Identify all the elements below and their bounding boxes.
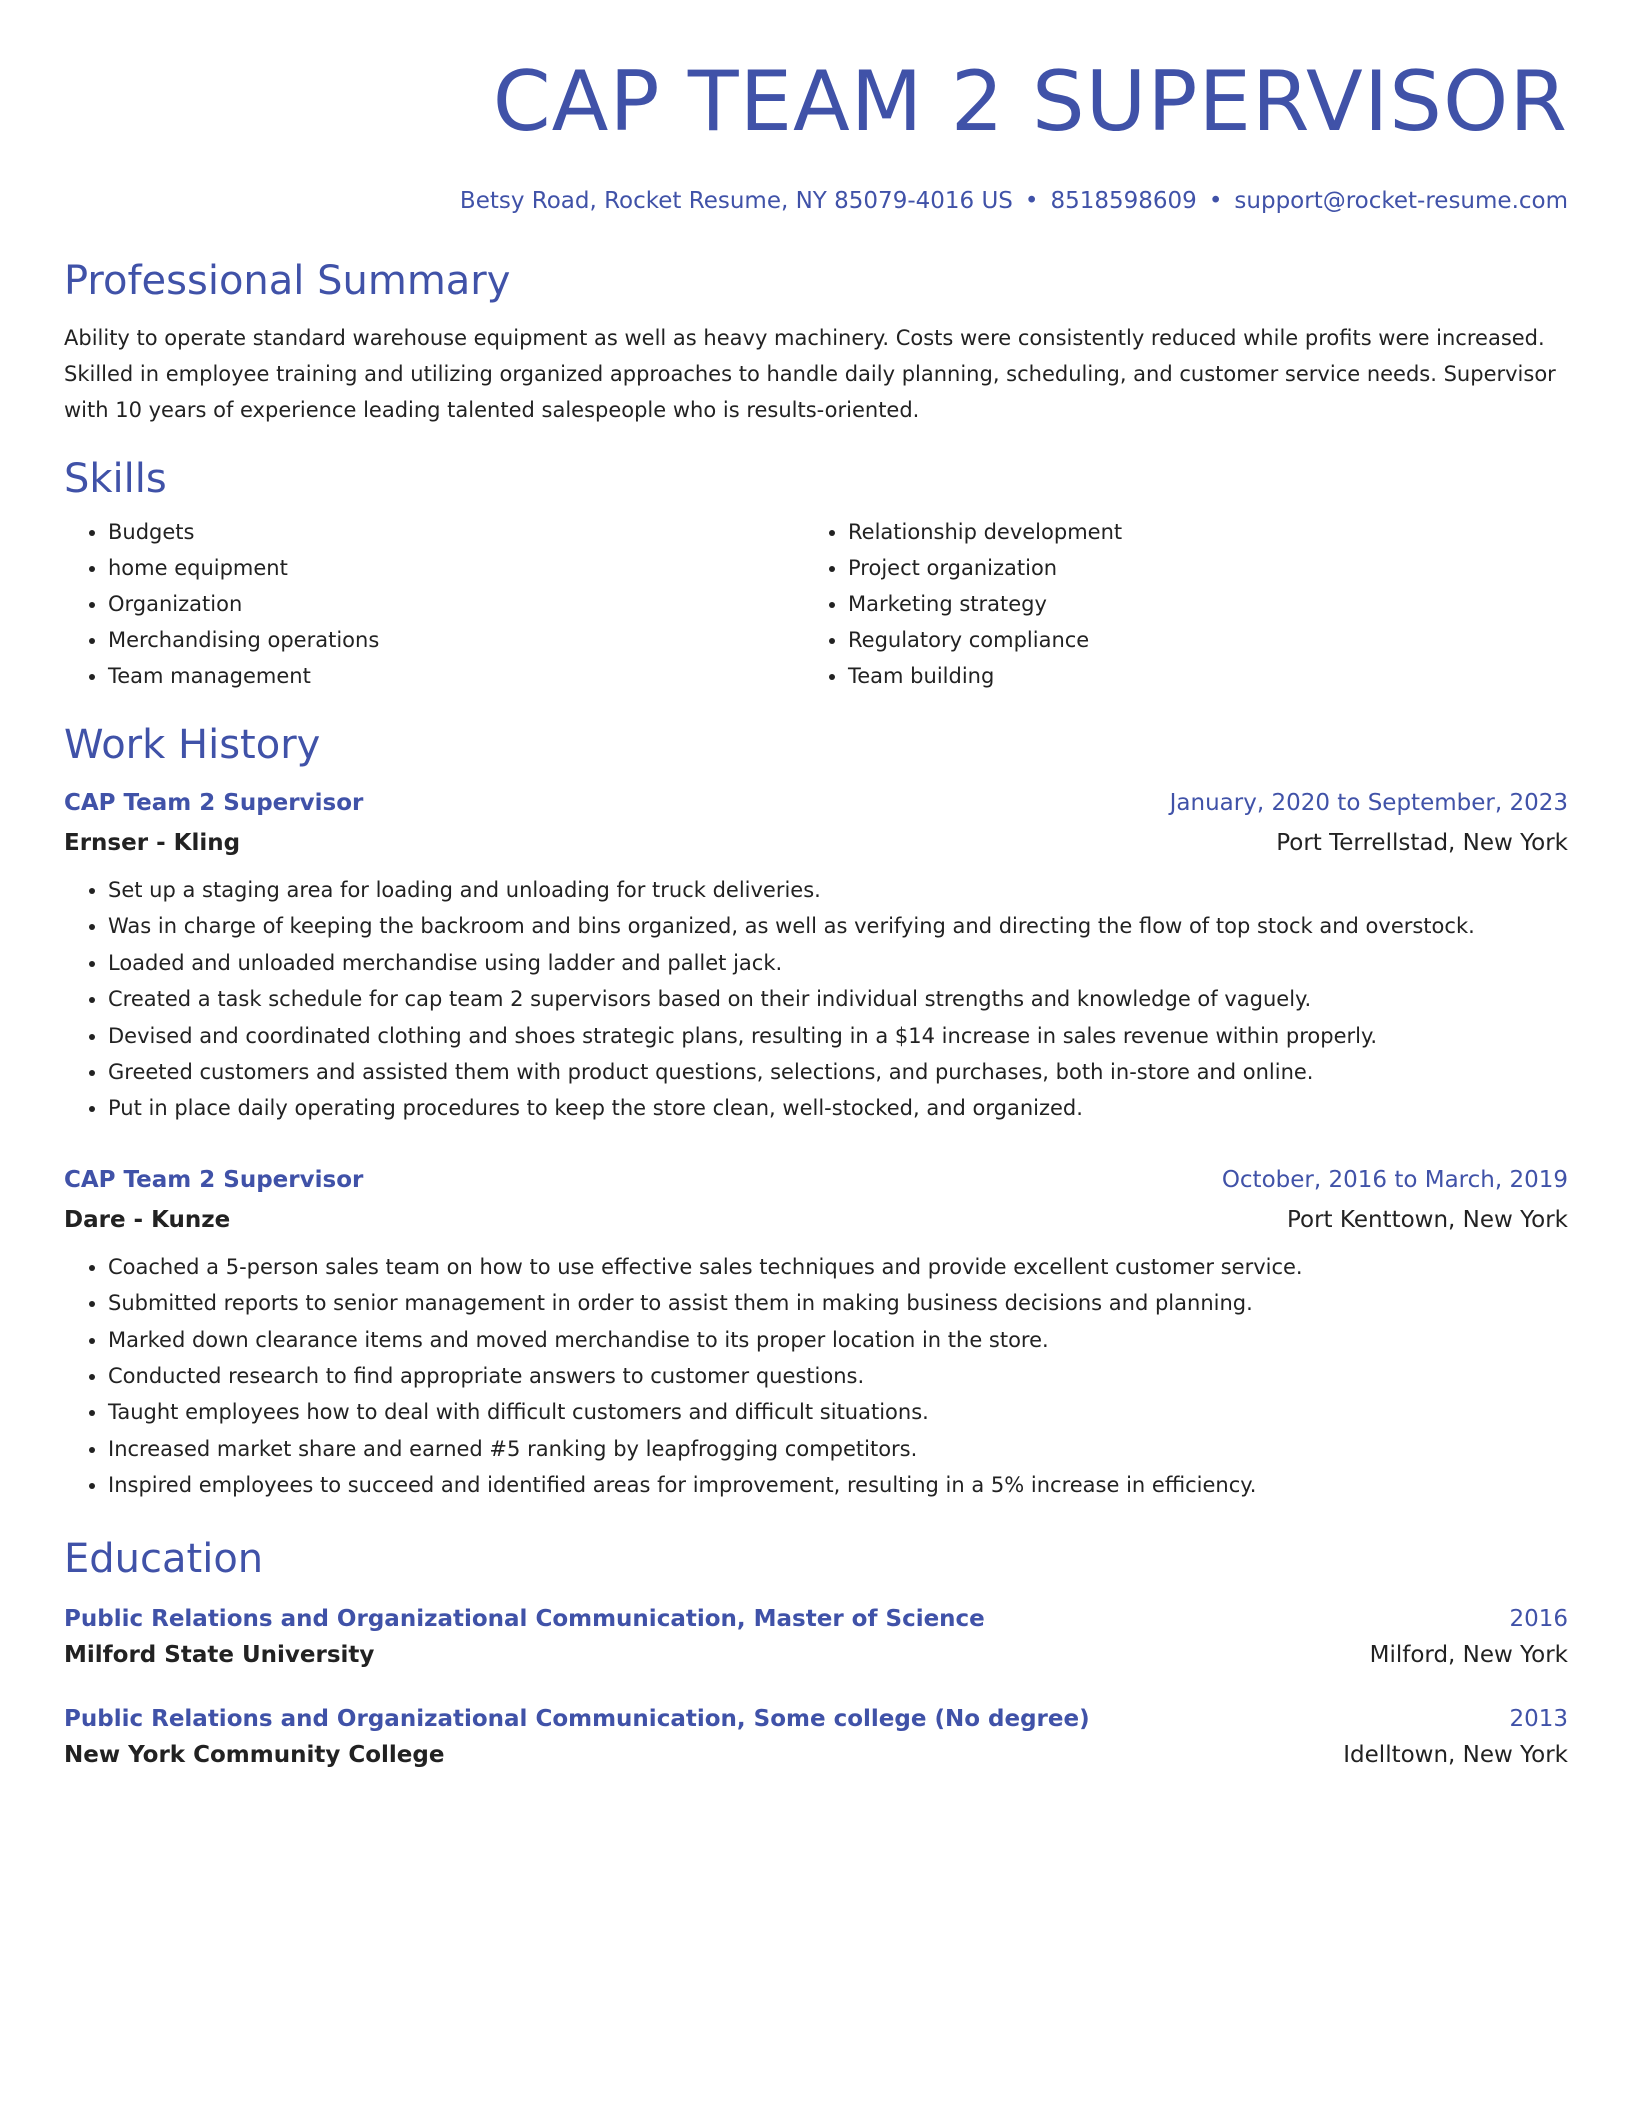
skills-column-right — [804, 514, 1544, 694]
job-location: Port Kenttown, New York — [1286, 1206, 1568, 1233]
job-bullet: • Set up a staging area for loading and unloading for truck deliveries. — [108, 872, 1568, 908]
education-header — [64, 1702, 1568, 1736]
contact-email[interactable]: support@rocket-resume.com — [1234, 188, 1568, 214]
skill-item: • Organization — [108, 586, 804, 622]
job-dates: January, 2020 to September, 2023 — [1169, 790, 1568, 816]
job-bullet: • Loaded and unloaded merchandise using ladder and pallet jack. — [108, 945, 1568, 981]
section-heading-summary: Professional Summary — [64, 258, 511, 304]
job-entry — [64, 1163, 1568, 1504]
education-subheader — [64, 1738, 1568, 1772]
education-entry — [64, 1602, 1568, 1672]
job-bullets — [64, 1249, 1568, 1504]
job-bullets — [64, 872, 1568, 1127]
job-dates: October, 2016 to March, 2019 — [1221, 1166, 1568, 1193]
education-entry — [64, 1702, 1568, 1772]
skill-item: • Project organization — [848, 550, 1544, 586]
education-subheader — [64, 1638, 1568, 1672]
job-bullet: • Created a task schedule for cap team 2 supervisors based on their individual strengths and knowledge of vaguely. — [108, 981, 1568, 1017]
skills-column-left — [64, 514, 804, 694]
education-location: Milford, New York — [1369, 1641, 1568, 1668]
job-header — [64, 786, 1568, 820]
education-year: 2016 — [1509, 1605, 1568, 1632]
job-company: Ernser - Kling — [64, 830, 241, 856]
job-bullet: • Put in place daily operating procedures to keep the store clean, well-stocked, and organized. — [108, 1090, 1568, 1126]
section-heading-skills: Skills — [64, 456, 167, 502]
job-bullet: • Conducted research to find appropriate answers to customer questions. — [108, 1358, 1568, 1394]
education-location: Idelltown, New York — [1343, 1741, 1568, 1768]
job-location: Port Terrellstad, New York — [1276, 830, 1568, 856]
job-title: CAP Team 2 Supervisor — [64, 1166, 364, 1193]
job-bullet: • Coached a 5-person sales team on how to use effective sales techniques and provide excellent customer service. — [108, 1249, 1568, 1285]
education-degree: Public Relations and Organizational Communication, Some college (No degree) — [64, 1705, 1090, 1732]
education-degree: Public Relations and Organizational Communication, Master of Science — [64, 1605, 985, 1632]
contact-separator: • — [1208, 188, 1223, 214]
skill-item: • Team management — [108, 658, 804, 694]
candidate-name: CAP TEAM 2 SUPERVISOR — [492, 53, 1568, 150]
skill-item: • Relationship development — [848, 514, 1544, 550]
job-bullet: • Inspired employees to succeed and identified areas for improvement, resulting in a 5% increase in efficiency. — [108, 1467, 1568, 1503]
education-school: Milford State University — [64, 1641, 375, 1668]
section-heading-education: Education — [64, 1535, 264, 1582]
skill-item: • Merchandising operations — [108, 622, 804, 658]
section-heading-work-history: Work History — [64, 722, 321, 768]
job-header — [64, 1163, 1568, 1197]
job-title: CAP Team 2 Supervisor — [64, 790, 364, 816]
job-bullet: • Increased market share and earned #5 ranking by leapfrogging competitors. — [108, 1431, 1568, 1467]
contact-separator: • — [1024, 188, 1039, 214]
job-entry — [64, 786, 1568, 1127]
skill-item: • Marketing strategy — [848, 586, 1544, 622]
education-year: 2013 — [1509, 1705, 1568, 1732]
skill-item: • Budgets — [108, 514, 804, 550]
job-subheader — [64, 1203, 1568, 1237]
skills-list — [64, 514, 1568, 694]
contact-line — [64, 186, 1568, 216]
contact-phone: 8518598609 — [1050, 188, 1197, 214]
education-school: New York Community College — [64, 1741, 445, 1768]
contact-address: Betsy Road, Rocket Resume, NY 85079-4016 US — [459, 188, 1013, 214]
job-bullet: • Was in charge of keeping the backroom and bins organized, as well as verifying and directing the flow of top stock and overstock. — [108, 908, 1568, 944]
skill-item: • Team building — [848, 658, 1544, 694]
job-bullet: • Greeted customers and assisted them with product questions, selections, and purchases, both in-store and online. — [108, 1054, 1568, 1090]
job-company: Dare - Kunze — [64, 1206, 231, 1233]
job-bullet: • Taught employees how to deal with difficult customers and difficult situations. — [108, 1394, 1568, 1430]
education-header — [64, 1602, 1568, 1636]
job-subheader — [64, 826, 1568, 860]
job-bullet: • Submitted reports to senior management in order to assist them in making business decisions and planning. — [108, 1285, 1568, 1321]
skill-item: • Regulatory compliance — [848, 622, 1544, 658]
summary-text: Ability to operate standard warehouse equipment as well as heavy machinery. Costs were consistently reduced while profits were increased. Skilled in employee training and utilizing organized approaches to handle daily planning, scheduling, and customer service needs. Supervisor with 10 years of experience leading talented salespeople who is results-oriented. — [64, 326, 1556, 422]
skill-item: • home equipment — [108, 550, 804, 586]
job-bullet: • Devised and coordinated clothing and shoes strategic plans, resulting in a $14 increase in sales revenue within properly. — [108, 1018, 1568, 1054]
job-bullet: • Marked down clearance items and moved merchandise to its proper location in the store. — [108, 1322, 1568, 1358]
